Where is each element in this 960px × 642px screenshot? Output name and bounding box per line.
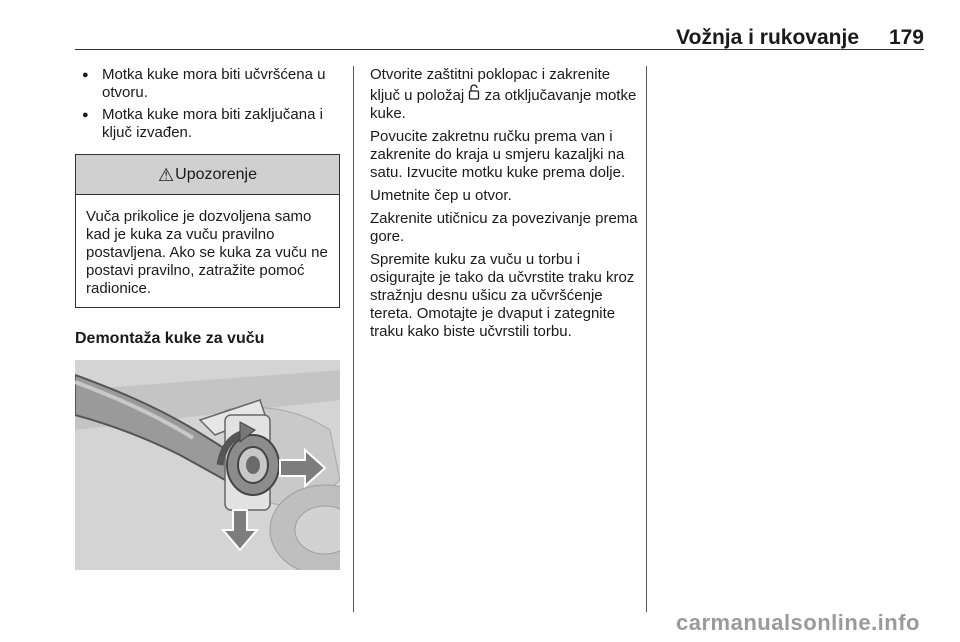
bullet-item: ● Motka kuke mora biti učvršćena u otvoru. xyxy=(75,66,340,102)
bullet-item: ● Motka kuke mora biti zaključana i ključ izvađen. xyxy=(75,106,340,142)
warning-header xyxy=(76,155,339,195)
warning-triangle-icon: ⚠ xyxy=(158,164,175,185)
paragraph-text: Otvorite zaštitni poklopac i zakrenite ključ u položaj xyxy=(370,66,611,104)
page-number: 179 xyxy=(888,26,924,49)
column-divider-right xyxy=(646,66,647,612)
tow-hook-illustration-svg xyxy=(75,360,340,570)
tow-hook-removal-illustration xyxy=(75,360,340,570)
warning-title: Upozorenje xyxy=(175,165,257,183)
watermark: carmanualsonline.info xyxy=(676,610,920,635)
paragraph-text: za otključavanje motke kuke. xyxy=(370,87,637,122)
warning-box xyxy=(75,154,340,308)
paragraph: Umetnite čep u otvor. xyxy=(370,187,512,204)
section-title: Vožnja i rukovanje xyxy=(676,26,859,49)
column-middle xyxy=(370,66,640,346)
paragraph: Spremite kuku za vuču u torbu i osigurajte je tako da učvrstite traku kroz stražnju desnu ušicu za učvršćenje tereta. Omotajte je dvaput i zategnite traku kako biste učvrstili torbu. xyxy=(370,251,635,340)
column-left xyxy=(75,66,340,570)
warning-text: Vuča prikolice je dozvoljena samo kad je kuka za vuču pravilno postavljena. Ako se kuka za vuču ne postavi pravilno, zatražite pomoć radionice. xyxy=(86,208,328,297)
header-divider xyxy=(75,49,924,50)
paragraph: Zakrenite utičnicu za povezivanje prema gore. xyxy=(370,210,638,245)
unlock-key-position-icon xyxy=(468,84,480,104)
column-divider-left xyxy=(353,66,354,612)
paragraph: Povucite zakretnu ručku prema van i zakrenite do kraja u smjeru kazaljki na satu. Izvucite motku kuke prema dolje. xyxy=(370,128,626,181)
paragraph xyxy=(370,66,640,123)
section-heading: Demontaža kuke za vuču xyxy=(75,330,265,347)
